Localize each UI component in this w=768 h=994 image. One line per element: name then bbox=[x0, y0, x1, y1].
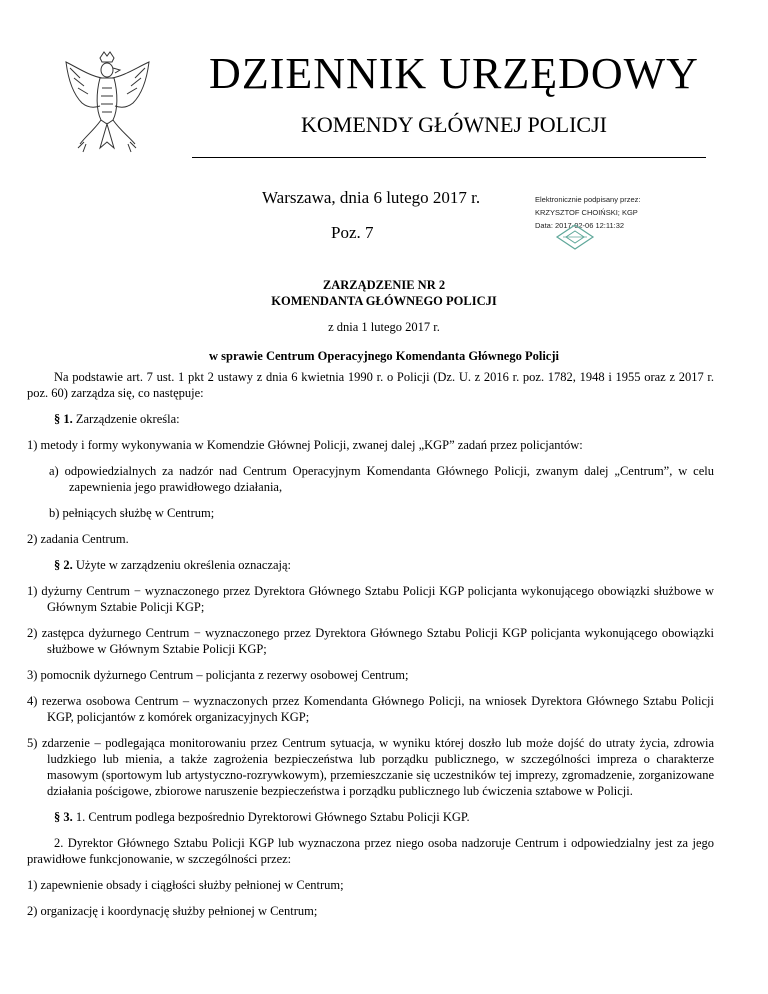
list-item: 2) organizację i koordynację służby pełnionej w Centrum; bbox=[27, 904, 318, 918]
issue-position: Poz. 7 bbox=[331, 223, 374, 242]
section-3 bbox=[27, 809, 714, 825]
list-item: 3) pomocnik dyżurnego Centrum – policjanta z rezerwy osobowej Centrum; bbox=[27, 668, 409, 682]
signature-date: Data: 2017-02-06 12:11:32 bbox=[535, 221, 625, 230]
signature-stamp-icon bbox=[555, 223, 595, 251]
list-item: 1) metody i formy wykonywania w Komendzie Głównej Policji, zwanej dalej „KGP” zadań przez policjantów: bbox=[27, 438, 583, 452]
list-item: 4) rezerwa osobowa Centrum – wyznaczonych przez Komendanta Głównego Policji, na wniosek Dyrektora Głównego Sztabu Policji KGP, policjantów z komórek organizacyjnych KGP; bbox=[27, 694, 714, 724]
journal-subtitle: KOMENDY GŁÓWNEJ POLICJI bbox=[301, 112, 607, 137]
document-body bbox=[27, 369, 714, 929]
list-item: 2) zastępca dyżurnego Centrum − wyznaczonego przez Dyrektora Głównego Sztabu Policji KGP policjanta wykonującego obowiązki służbowe w Głównym Sztabie Policji KGP; bbox=[27, 626, 714, 656]
signature-label: Elektronicznie podpisany przez: bbox=[535, 195, 641, 204]
section-1 bbox=[27, 411, 714, 427]
section-text: 1. Centrum podlega bezpośrednio Dyrektorowi Głównego Sztabu Policji KGP. bbox=[75, 810, 470, 824]
signature-signer: KRZYSZTOF CHOIŃSKI; KGP bbox=[535, 208, 638, 217]
list-item: 2) zadania Centrum. bbox=[27, 532, 129, 546]
list-subitem: a) odpowiedzialnych za nadzór nad Centrum Operacyjnym Komendanta Głównego Policji, zwanym dalej „Centrum”, w celu zapewnienia jego prawidłowego działania, bbox=[49, 464, 714, 494]
section-2 bbox=[27, 557, 714, 573]
order-subject: w sprawie Centrum Operacyjnego Komendanta Głównego Policji bbox=[209, 349, 559, 363]
section-mark: § 1. bbox=[54, 412, 73, 426]
list-item: 1) zapewnienie obsady i ciągłości służby pełnionej w Centrum; bbox=[27, 878, 344, 892]
section-text: Użyte w zarządzeniu określenia oznaczają: bbox=[75, 558, 292, 572]
issue-date: Warszawa, dnia 6 lutego 2017 r. bbox=[262, 188, 481, 207]
preamble: Na podstawie art. 7 ust. 1 pkt 2 ustawy z dnia 6 kwietnia 1990 r. o Policji (Dz. U. z 2016 r. poz. 1782, 1948 i 1955 oraz z 2017 r. poz. 60) zarządza się, co następuje: bbox=[27, 370, 714, 400]
list-subitem: b) pełniących służbę w Centrum; bbox=[49, 506, 215, 520]
masthead-divider bbox=[192, 157, 706, 158]
order-title: ZARZĄDZENIE NR 2 bbox=[322, 278, 446, 292]
section-3-paragraph-2: 2. Dyrektor Głównego Sztabu Policji KGP lub wyznaczona przez niego osoba nadzoruje Centrum i odpowiedzialny jest za jego prawidłowe funkcjonowanie, w szczególności przez: bbox=[27, 836, 714, 866]
section-mark: § 2. bbox=[54, 558, 73, 572]
order-issuer: KOMENDANTA GŁÓWNEGO POLICJI bbox=[271, 294, 497, 308]
section-text: Zarządzenie określa: bbox=[75, 412, 180, 426]
list-item: 1) dyżurny Centrum − wyznaczonego przez Dyrektora Głównego Sztabu Policji KGP policjanta wykonującego obowiązki służbowe w Głównym Sztabie Policji KGP; bbox=[27, 584, 714, 614]
polish-eagle-emblem bbox=[60, 48, 155, 158]
section-mark: § 3. bbox=[54, 810, 73, 824]
journal-title: DZIENNIK URZĘDOWY bbox=[209, 49, 699, 98]
order-date: z dnia 1 lutego 2017 r. bbox=[328, 320, 440, 334]
list-item: 5) zdarzenie – podlegająca monitorowaniu przez Centrum sytuacja, w wyniku której doszło lub może dojść do utraty życia, zdrowia ludzkiego lub mienia, a także zagrożenia bezpieczeństwa lub porządku publicznego, w szczególności impreza o charakterze masowym (sportowym lub artystyczno-rozrywkowym), przemieszczanie się uczestników tej imprezy, zgromadzenie, zorganizowane działania pościgowe, zbiorowe naruszenie bezpieczeństwa i porządku publicznego lub ćwiczenia sztabowe w Policji. bbox=[27, 736, 714, 798]
